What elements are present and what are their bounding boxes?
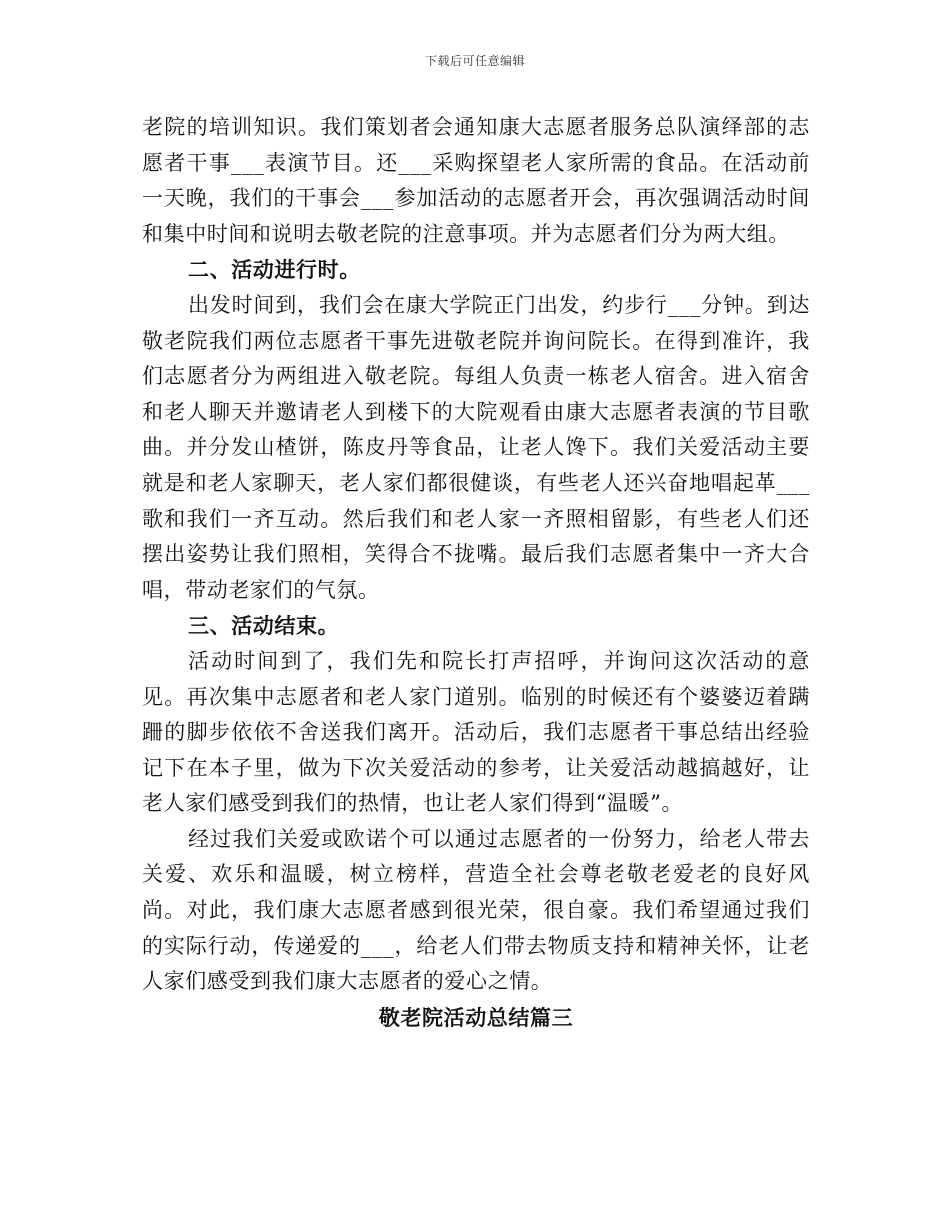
- section-title: 敬老院活动总结篇三: [378, 1004, 574, 1030]
- document-body: [142, 110, 810, 1035]
- section-heading-end: 三、活动结束。: [188, 613, 340, 639]
- paragraph-end: 活动时间到了，我们先和院长打声招呼，并询问这次活动的意见。再次集中志愿者和老人家门道别。临别的时候还有个婆婆迈着蹒跚的脚步依依不舍送我们离开。活动后，我们志愿者干事总结出经验记下在本子里，做为下次关爱活动的参考，让关爱活动越搞越好，让老人家们感受到我们的热情，也让老人家们得到“温暖”。: [142, 648, 810, 816]
- paragraph-in-progress: 出发时间到，我们会在康大学院正门出发，约步行___分钟。到达敬老院我们两位志愿者干事先进敬老院并询问院长。在得到准许，我们志愿者分为两组进入敬老院。每组人负责一栋老人宿舍。进入宿舍和老人聊天并邀请老人到楼下的大院观看由康大志愿者表演的节目歌曲。并分发山楂饼，陈皮丹等食品，让老人馋下。我们关爱活动主要就是和老人家聊天，老人家们都很健谈，有些老人还兴奋地唱起革___歌和我们一齐互动。然后我们和老人家一齐照相留影，有些老人们还摆出姿势让我们照相，笑得合不拢嘴。最后我们志愿者集中一齐大合唱，带动老家们的气氛。: [142, 292, 810, 602]
- download-note: 下载后可任意编辑: [424, 54, 525, 68]
- paragraph-continuation: 老院的培训知识。我们策划者会通知康大志愿者服务总队演绎部的志愿者干事___表演节目。还___采购探望老人家所需的食品。在活动前一天晚，我们的干事会___参加活动的志愿者开会，再次强调活动时间和集中时间和说明去敬老院的注意事项。并为志愿者们分为两大组。: [142, 115, 810, 246]
- paragraph-conclusion: 经过我们关爱或欧诺个可以通过志愿者的一份努力，给老人带去关爱、欢乐和温暖，树立榜样，营造全社会尊老敬老爱老的良好风尚。对此，我们康大志愿者感到很光荣，很自豪。我们希望通过我们的实际行动，传递爱的___，给老人们带去物质支持和精神关怀，让老人家们感受到我们康大志愿者的爱心之情。: [142, 826, 810, 994]
- section-heading-in-progress: 二、活动进行时。: [188, 257, 361, 283]
